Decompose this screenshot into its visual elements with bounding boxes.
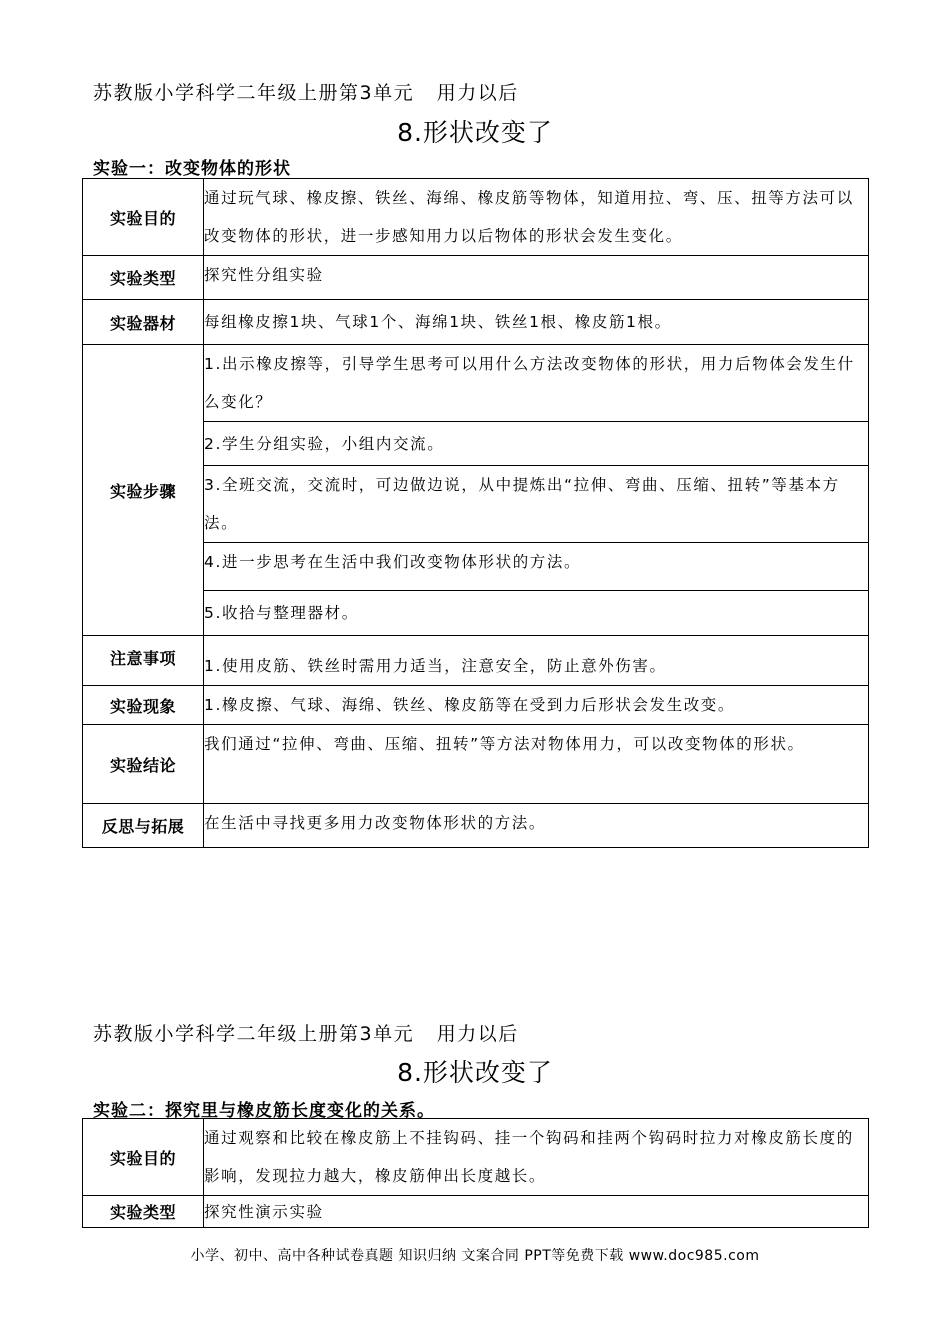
step-item: 5.收拾与整理器材。 [204,591,869,636]
step-item: 2.学生分组实验，小组内交流。 [204,422,869,466]
type-text: 探究性演示实验 [204,1196,869,1228]
experiment1-heading: 实验一：改变物体的形状 [93,159,291,179]
section2-title: 8.形状改变了 [397,1058,553,1087]
conclusion-text: 我们通过“拉伸、弯曲、压缩、扭转”等方法对物体用力，可以改变物体的形状。 [204,725,869,804]
experiment1-table [82,178,869,848]
type-row [83,1196,869,1228]
steps-label: 实验步骤 [83,345,204,636]
reflection-text: 在生活中寻找更多用力改变物体形状的方法。 [204,804,869,848]
steps-row-1 [83,345,869,422]
conclusion-row [83,725,869,804]
purpose-row [83,1119,869,1196]
materials-text: 每组橡皮擦1块、气球1个、海绵1块、铁丝1根、橡皮筋1根。 [204,300,869,345]
step-item: 1.出示橡皮擦等，引导学生思考可以用什么方法改变物体的形状，用力后物体会发生什么变化？ [204,345,869,422]
footer-text: 小学、初中、高中各种试卷真题 知识归纳 文案合同 PPT等免费下载 www.doc985.com [190,1248,760,1264]
notes-text: 1.使用皮筋、铁丝时需用力适当，注意安全，防止意外伤害。 [204,636,869,686]
purpose-text: 通过观察和比较在橡皮筋上不挂钩码、挂一个钩码和挂两个钩码时拉力对橡皮筋长度的影响，发现拉力越大，橡皮筋伸出长度越长。 [204,1119,869,1196]
step-item: 3.全班交流，交流时，可边做边说，从中提炼出“拉伸、弯曲、压缩、扭转”等基本方法。 [204,466,869,543]
type-label: 实验类型 [83,1196,204,1228]
purpose-label: 实验目的 [83,1119,204,1196]
reflection-label: 反思与拓展 [83,804,204,848]
purpose-text: 通过玩气球、橡皮擦、铁丝、海绵、橡皮筋等物体，知道用拉、弯、压、扭等方法可以改变物体的形状，进一步感知用力以后物体的形状会发生变化。 [204,179,869,256]
purpose-label: 实验目的 [83,179,204,256]
type-text: 探究性分组实验 [204,256,869,300]
notes-label: 注意事项 [83,636,204,686]
phenomenon-text: 1.橡皮擦、气球、海绵、铁丝、橡皮筋等在受到力后形状会发生改变。 [204,686,869,725]
section1-subtitle: 苏教版小学科学二年级上册第3单元 用力以后 [93,82,519,104]
materials-label: 实验器材 [83,300,204,345]
materials-row [83,300,869,345]
experiment2-heading: 实验二：探究里与橡皮筋长度变化的关系。 [93,1101,435,1121]
section2-subtitle: 苏教版小学科学二年级上册第3单元 用力以后 [93,1023,519,1045]
section1-title: 8.形状改变了 [397,118,553,147]
experiment2-table [82,1118,869,1228]
notes-row [83,636,869,686]
reflection-row [83,804,869,848]
type-label: 实验类型 [83,256,204,300]
conclusion-label: 实验结论 [83,725,204,804]
phenomenon-label: 实验现象 [83,686,204,725]
step-item: 4.进一步思考在生活中我们改变物体形状的方法。 [204,543,869,591]
type-row [83,256,869,300]
phenomenon-row [83,686,869,725]
purpose-row [83,179,869,256]
